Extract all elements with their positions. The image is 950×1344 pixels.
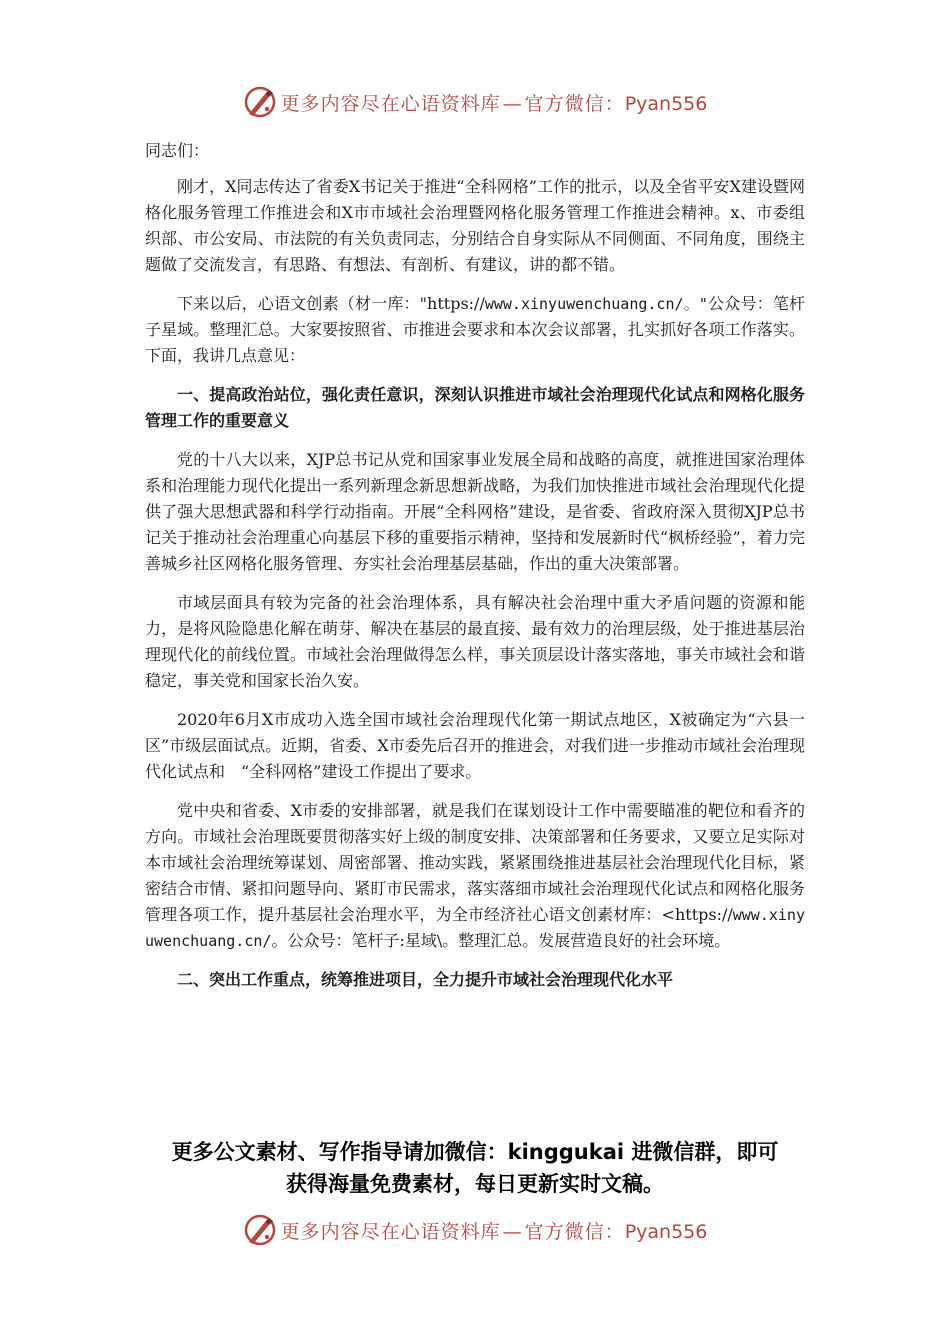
paragraph-4: 市域层面具有较为完备的社会治理体系，具有解决社会治理中重大矛盾问题的资源和能力，是将风险隐患化解在萌芽、解决在基层的最直接、最有效力的治理层级，处于推进基层治理现代化的前线位置。市域社会治理做得怎么样，事关顶层设计落实落地，事关市域社会和谐稳定，事关党和国家长治久安。 [145, 593, 805, 690]
paragraph-3: 党的十八大以来，XJP总书记从党和国家事业发展全局和战略的高度，就推进国家治理体系和治理能力现代化提出一系列新理念新思想新战略，为我们加快推进市域社会治理现代化提供了强大思想武器和科学行动指南。开展“全科网格”建设，是省委、省政府深入贯彻XJP总书记关于推动社会治理重心向基层下移的重要指示精神，坚持和发展新时代“枫桥经验”，着力完善城乡社区网格化服务管理、夯实社会治理基层基础，作出的重大决策部署。 [145, 450, 805, 573]
document-body [145, 138, 805, 1006]
pen-logo-icon [243, 85, 277, 119]
pen-logo-icon [243, 1213, 277, 1247]
footer-promo [120, 1136, 830, 1200]
footer-line-2: 获得海量免费素材，每日更新实时文稿。 [286, 1172, 664, 1196]
footer-line-1: 更多公文素材、写作指导请加微信：kinggukai 进微信群，即可 [171, 1140, 779, 1164]
watermark-text: 更多内容尽在心语资料库 — 官方微信：Pyan556 [280, 1220, 708, 1243]
watermark-banner-bottom [0, 1210, 950, 1250]
url-text: www.xinyuwenchuang.cn/ [145, 906, 805, 950]
paragraph-5: 2020年6月X市成功入选全国市域社会治理现代化第一期试点地区，X被确定为“六县一区”市级层面试点。近期，省委、X市委先后召开的推进会，对我们进一步推动市域社会治理现代化试点和 “全科网格”建设工作提出了要求。 [145, 710, 805, 781]
section-heading-2: 二、突出工作重点，统筹推进项目，全力提升市域社会治理现代化水平 [177, 970, 674, 989]
salutation: 同志们： [145, 141, 210, 160]
section-heading-1: 一、提高政治站位，强化责任意识，深刻认识推进市域社会治理现代化试点和网格化服务管理工作的重要意义 [145, 385, 805, 430]
watermark-text: 更多内容尽在心语资料库 — 官方微信：Pyan556 [280, 92, 708, 115]
url-text: www.xinyuwenchuang.cn/。" [484, 295, 708, 313]
paragraph-1: 刚才，X同志传达了省委X书记关于推进“全科网格”工作的批示，以及全省平安X建设暨网格化服务管理工作推进会和X市市域社会治理暨网格化服务管理工作推进会精神。x、市委组织部、市公安局、市法院的有关负责同志，分别结合自身实际从不同侧面、不同角度，围绕主题做了交流发言，有思路、有想法、有剖析、有建议，讲的都不错。 [145, 177, 805, 274]
paragraph-2: 下来以后，心语文创素（材一库："https://www.xinyuwenchuang.cn/。"公众号：笔杆子星域。整理汇总。大家要按照省、市推进会要求和本次会议部署，扎实抓好各项工作落实。下面，我讲几点意见： [145, 294, 805, 365]
paragraph-6: 党中央和省委、X市委的安排部署，就是我们在谋划设计工作中需要瞄准的靶位和看齐的方向。市域社会治理既要贯彻落实好上级的制度安排、决策部署和任务要求，又要立足实际对本市域社会治理统筹谋划、周密部署、推动实践，紧紧围绕推进基层社会治理现代化目标，紧密结合市情、紧扣问题导向、紧盯市民需求，落实落细市域社会治理现代化试点和网格化服务管理各项工作，提升基层社会治理水平，为全市经济社心语文创素材库：<https://www.xinyuwenchuang.cn/。公众号：笔杆子:星域\。整理汇总。发展营造良好的社会环境。 [145, 801, 805, 950]
watermark-banner-top [0, 82, 950, 122]
